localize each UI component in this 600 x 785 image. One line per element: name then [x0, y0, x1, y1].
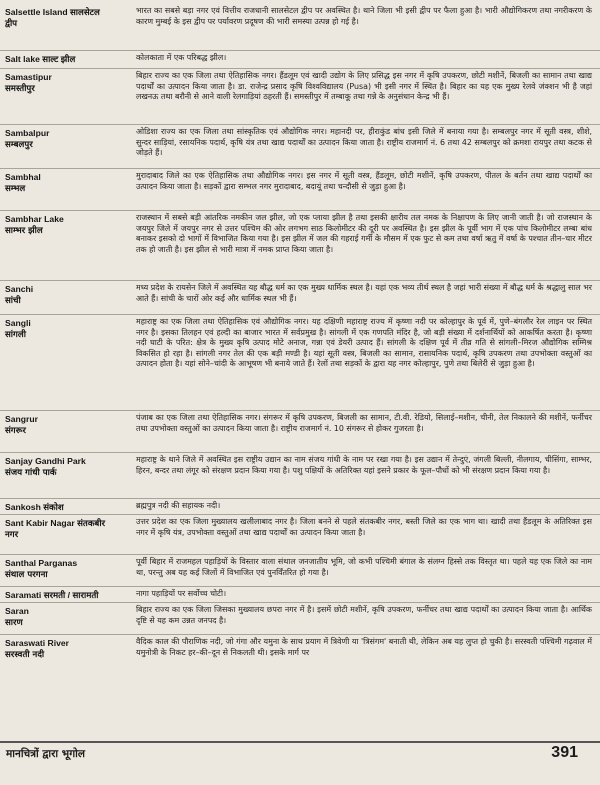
entry-description: ओडिशा राज्य का एक जिला तथा सांस्कृतिक एवं औद्योगिक नगर। महानदी पर, हीराकुंड बांध इसी जिले में बनाया गया है। सम्बलपुर नगर में सूती वस्त्र, शीशे, सुन्दर साड़ियां, रसायनिक पदार्थ, कृषि यंत्र तथा खाद्य पदार्थों का उत्पादन किया जाता है। राष्ट्रीय राजमार्ग नं. 6 तथा 42 सम्बलपुर को क्रमशः रायपुर तथा कटक से जोड़ते हैं।: [136, 127, 592, 158]
entry-description: बिहार राज्य का एक जिला तथा ऐतिहासिक नगर। हैंडलूम एवं खादी उद्योग के लिए प्रसिद्ध इस नगर में कृषि उपकरण, छोटी मशीनें, बिजली का सामान तथा खाद्य पदार्थों का उत्पादन किया जाता है। डा. राजेन्द्र प्रसाद कृषि विश्वविद्यालय (Pusa) भी इसी नगर में स्थित है। बिहार का यह एक मुख्य रेलवे जंक्शन भी है जहां लखनऊ तथा बरौनी से आने वाली रेलगाड़ियां ठहरती हैं। समस्तीपुर में तम्बाकू तथा गन्ने के अनुसंधान केन्द्र भी हैं।: [136, 71, 592, 102]
entry: [0, 410, 600, 452]
entry: [0, 498, 600, 514]
entry-term: [5, 413, 128, 437]
entry: [0, 210, 600, 280]
term-hindi: सम्बलपुर: [5, 140, 33, 150]
entry: [0, 602, 600, 634]
entry: [0, 554, 600, 586]
entry-term: [5, 517, 128, 541]
term-hindi: संथाल परगना: [5, 570, 48, 580]
entry: [0, 452, 600, 498]
entry-description: भारत का सबसे बड़ा नगर एवं वित्तीय राजधानी सालसेटल द्वीप पर अवस्थित है। थाने जिला भी इसी द्वीप पर फैला हुआ है। भारी औद्योगिकरण तथा नगरीकरण के कारण मुम्बई के इस द्वीप पर पर्यावरण प्रदूषण की भारी समस्या उत्पन्न हो गई है।: [136, 6, 592, 26]
term-english: Sant Kabir Nagar संतकबीर: [5, 518, 106, 528]
entry-description: महाराष्ट्र का एक जिला तथा ऐतिहासिक एवं औद्योगिक नगर। यह दक्षिणी महाराष्ट्र राज्य में कृष्णा नदी पर कोल्हापुर के पूर्व में, पुणे–बंगलौर रेल लाइन पर स्थित नगर है। इसका तिलहन एवं हल्दी का बाजार भारत में सर्वप्रमुख है। सांगली में एक गणपति मंदिर है, जो बड़ी संख्या में दर्शनार्थियों को आकर्षित करता है। कृष्णा नदी घाटी के परित: क्षेत्र के मुख्य कृषि उत्पाद मोटे अनाज, गन्ना एवं डेयरी उत्पाद हैं। सांगली के दक्षिण पूर्व में तीव्र गति से सांगली–मिरज औद्योगिक सम्मिश्र विकसित हो रहा है। सांगली नगर तेल की एक बड़ी मण्डी है। यहां सूती वस्त्र, बिजली का सामान, रासायनिक पदार्थ, कृषि उपकरण तथा उपभोक्ता वस्तुओं का उत्पादन होता है। यहां सोने–चांदी के आभूषण भी बनाये जाते हैं। रेलों तथा सड़कों के द्वारा यह नगर कोल्हापुर, पुणे तथा बिलेरी से जुड़ा हुआ है।: [136, 317, 592, 369]
term-english: Sambalpur: [5, 128, 50, 138]
entry-description: राजस्थान में सबसे बड़ी आंतरिक नमकीन जल झील, जो एक प्लाया झील है तथा इसकी क्षारीय तल नमक के निक्षापण के लिए जानी जाती है। जो राजस्थान के जयपुर जिले में जयपुर नगर से उत्तर पश्चिम की ओर लगभग साठ किलोमीटर की दूरी पर अवस्थित है। इस झील के पूर्वी भाग में एक पांच किलोमीटर लम्बा बांध बनाकर इसको दो भागों में विभाजित किया गया है। इस झील में जल की गहराई गर्मी के मौसम में एक फुट से कम तथा वर्षा ऋतु में वर्षा के पश्चात तीन–चार मीटर तक हो जाती है। इस झील से भारी मात्रा में नमक प्राप्त किया जाता है।: [136, 213, 592, 254]
entry-term: [5, 557, 128, 581]
entry-description: वैदिक काल की पौराणिक नदी, जो गंगा और यमुना के साथ प्रयाग में त्रिवेणी या 'त्रिसंगम' बनाती थी, लेकिन अब यह लुप्त हो चुकी है। सरस्वती पश्चिमी गढ़वाल में यमुनोत्री के निकट हर–की–दून से निकलती थी। इसके मार्ग पर: [136, 637, 592, 657]
term-english: Sangli: [5, 318, 31, 328]
entry-description: नागा पहाड़ियों पर सर्वोच्च चोटी।: [136, 589, 227, 598]
term-english: Salt lake साल्ट झील: [5, 54, 76, 64]
term-english: Sanchi: [5, 284, 34, 294]
entry: [0, 314, 600, 410]
entry: [0, 68, 600, 124]
entry-term: [5, 213, 128, 237]
term-english: Santhal Parganas: [5, 558, 78, 568]
entry: [0, 514, 600, 554]
entry-description: बिहार राज्य का एक जिला जिसका मुख्यालय छपरा नगर में है। इसमें छोटी मशीनें, कृषि उपकरण, फर्नीचर तथा खाद्य पदार्थों का उत्पादन किया जाता है। आर्थिक दृष्टि से यह कम उन्नत जनपद है।: [136, 605, 592, 625]
page-footer: [0, 741, 600, 785]
term-hindi: सरस्वती नदी: [5, 650, 45, 660]
term-english: Sambhal: [5, 172, 41, 182]
entry-term: [5, 283, 128, 307]
entry-term: [5, 501, 128, 513]
entry-term: [5, 6, 128, 30]
entry-description: मध्य प्रदेश के रायसेन जिले में अवस्थित यह बौद्ध धर्म का एक मुख्य धार्मिक स्थल है। यहां एक भव्य तीर्थ स्थल है जहां भारी संख्या में बौद्ध धर्म के श्रद्धालु साल भर आते हैं। सांची के चारों ओर कई और धार्मिक स्थल भी हैं।: [136, 283, 592, 303]
entry-description: महाराष्ट्र के थाने जिले में अवस्थित इस राष्ट्रीय उद्यान का नाम संजय गांधी के नाम पर रखा गया है। इस उद्यान में तेन्दुएं, जंगली बिल्ली, नीलगाय, चीसिंगा, साम्भर, हिरन, बन्दर तथा लंगूर को संरक्षण प्रदान किया गया है। पशु पक्षियों के अतिरिक्त यहां इसने प्रकार के फूल–पौधों को भी संरक्षण प्रदान किया गया है।: [136, 455, 592, 475]
term-hindi: सम्भल: [5, 184, 26, 194]
term-english: Sangrur: [5, 414, 38, 424]
term-hindi: सांगली: [5, 330, 26, 340]
entry-description: कोलकाता में एक परिबद्ध झील।: [136, 53, 227, 62]
entry-description: ब्रह्मपुत्र नदी की सहायक नदी।: [136, 501, 221, 510]
entry-term: [5, 53, 128, 65]
term-english: Sankosh संकोश: [5, 502, 64, 512]
entry-description: पंजाब का एक जिला तथा ऐतिहासिक नगर। संगरूर में कृषि उपकरण, बिजली का सामान, टी.वी. रेडियो, सिलाई–मशीन, चीनी, तेल निकालने की मशीनें, फर्नीचर तथा उपभोक्ता वस्तुओं का उत्पादन किया जाता है। राष्ट्रीय राजमार्ग नं. 10 संगरूर से होकर गुजरता है।: [136, 413, 592, 433]
entry: [0, 124, 600, 168]
term-english: Sambhar Lake: [5, 214, 64, 224]
entry: [0, 586, 600, 602]
term-hindi: सारण: [5, 618, 23, 628]
term-english: Saramati सरमती / सारामती: [5, 590, 99, 600]
entries-list: [0, 4, 600, 741]
term-hindi: समस्तीपुर: [5, 84, 35, 94]
term-hindi: संगरूर: [5, 426, 26, 436]
entry: [0, 168, 600, 210]
entry: [0, 50, 600, 68]
term-english: Salsettle Island सालसेटल: [5, 7, 100, 17]
term-english: Saraswati River: [5, 638, 70, 648]
entry: [0, 4, 600, 50]
entry-term: [5, 127, 128, 151]
term-hindi: सांची: [5, 296, 21, 306]
entry-term: [5, 71, 128, 95]
entry-term: [5, 605, 128, 629]
entry: [0, 280, 600, 314]
term-hindi: द्वीप: [5, 19, 18, 29]
entry-term: [5, 455, 128, 479]
term-hindi: संजय गांधी पार्क: [5, 468, 57, 478]
term-hindi: साम्भर झील: [5, 226, 43, 236]
entry-term: [5, 317, 128, 341]
term-english: Saran: [5, 606, 29, 616]
entry-term: [5, 171, 128, 195]
entry-description: उत्तर प्रदेश का एक जिला मुख्यालय खलीलाबाद नगर है। जिला बनने से पहले संतकबीर नगर, बस्ती जिले का एक भाग था। खादी तथा हैंडलूम के अतिरिक्त इस नगर में कृषि यंत्र, उपभोक्ता वस्तुओं तथा खाद्य पदार्थों का उत्पादन किया जाता है।: [136, 517, 592, 537]
entry-description: मुरादाबाद जिले का एक ऐतिहासिक तथा औद्योगिक नगर। इस नगर में सूती वस्त्र, हैंडलूम, छोटी मशीनें, कृषि उपकरण, पीतल के बर्तन तथा खाद्य पदार्थों का उत्पादन किया जाता है। सड़कों द्वारा सम्भल नगर मुरादाबाद, बदायूं तथा चन्दौसी से जुड़ा हुआ है।: [136, 171, 592, 191]
entry-description: पूर्वी बिहार में राजमहल पहाड़ियों के विस्तार वाला संथाल जनजातीय भूमि, जो कभी पश्चिमी बंगाल के संलग्न हिस्से तक विस्तृत था। पहले यह एक जिले का नाम था, परन्तु अब यह कई जिलों में विभाजित एवं पुनर्विंतरित हो गया है।: [136, 557, 592, 577]
entry-term: [5, 589, 128, 601]
book-title: मानचित्रों द्वारा भूगोल: [6, 748, 85, 760]
term-hindi: नगर: [5, 530, 19, 540]
entry-term: [5, 637, 128, 661]
term-english: Samastipur: [5, 72, 52, 82]
page-number: 391: [551, 744, 578, 761]
entry: [0, 634, 600, 668]
term-english: Sanjay Gandhi Park: [5, 456, 86, 466]
